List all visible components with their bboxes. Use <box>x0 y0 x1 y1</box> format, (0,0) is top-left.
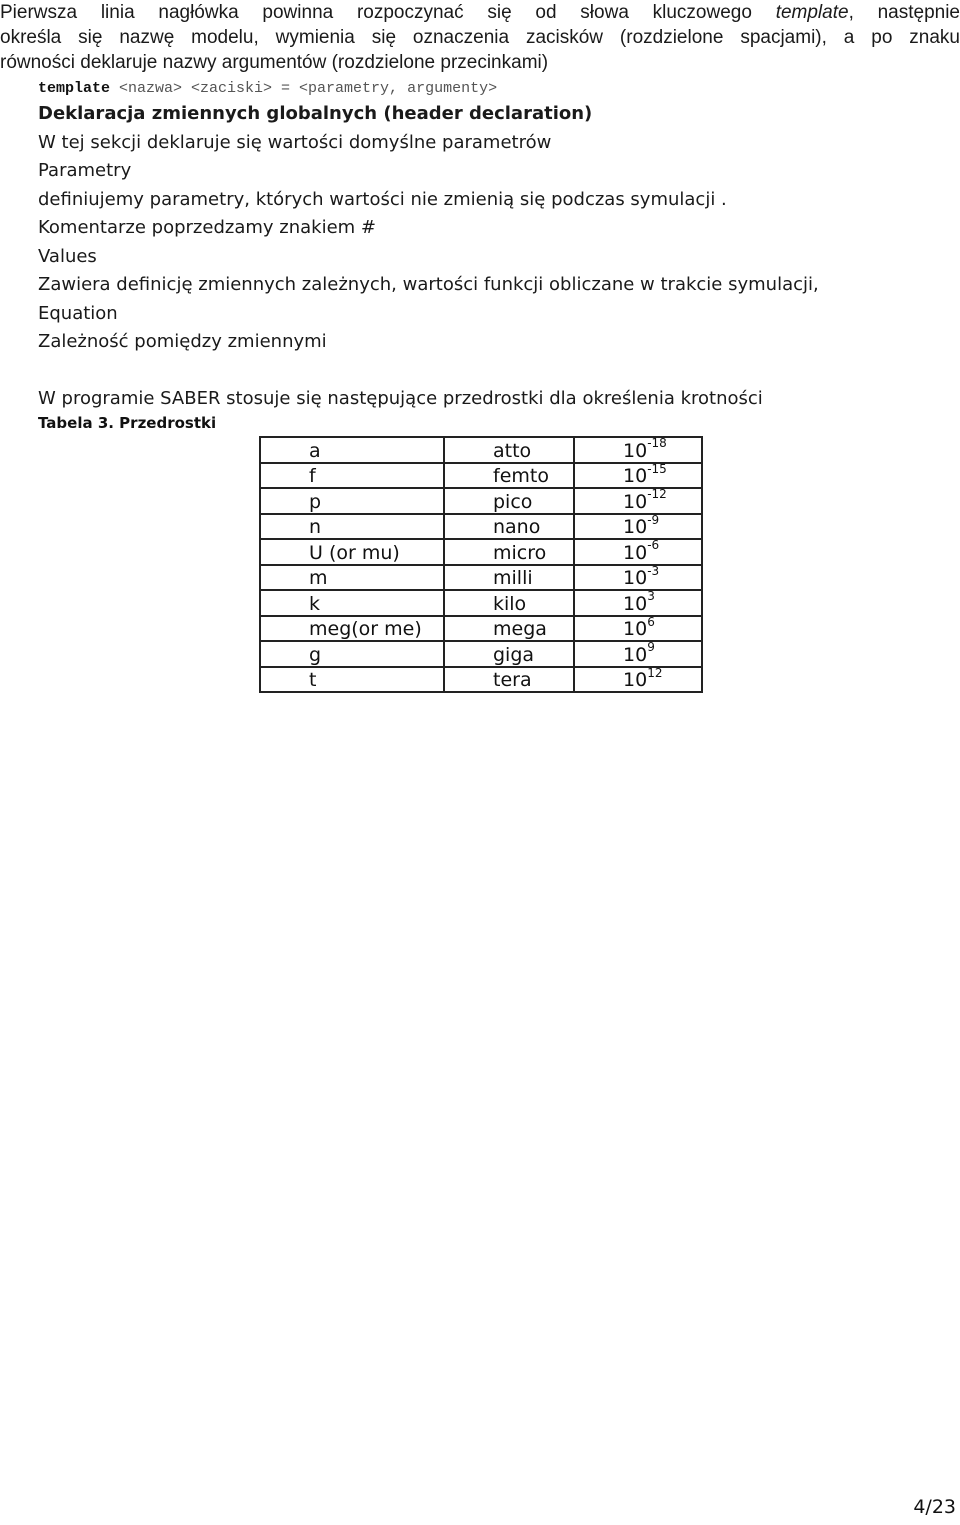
saber-prefix-intro: W programie SABER stosuje się następujące przedrostki dla określenia krotności <box>38 388 763 409</box>
power-exponent: 3 <box>647 589 655 604</box>
prefix-name: milli <box>444 565 574 591</box>
prefix-power <box>574 565 702 591</box>
prefix-symbol: f <box>260 463 444 489</box>
power-exponent: -6 <box>647 538 660 553</box>
template-keyword: template <box>775 2 849 23</box>
values-desc: Zawiera definicję zmiennych zależnych, wartości funkcji obliczane w trakcie symulacji, <box>38 274 819 295</box>
prefix-symbol: k <box>260 590 444 616</box>
intro-line-2: określa się nazwę modelu, wymienia się oznaczenia zacisków (rozdzielone spacjami), a po znaku <box>0 27 960 48</box>
power-base: 10 <box>623 516 648 538</box>
intro-line-1-end: , następnie <box>848 2 960 23</box>
comments-note: Komentarze poprzedzamy znakiem # <box>38 217 376 238</box>
table-row <box>260 565 702 591</box>
prefix-symbol: meg(or me) <box>260 616 444 642</box>
prefix-power <box>574 590 702 616</box>
prefix-name: tera <box>444 667 574 693</box>
power-base: 10 <box>623 618 648 640</box>
table-row <box>260 616 702 642</box>
header-declaration-desc: W tej sekcji deklaruje się wartości domyślne parametrów <box>38 132 552 153</box>
intro-line-3: równości deklaruje nazwy argumentów (rozdzielone przecinkami) <box>0 52 549 73</box>
prefix-symbol: t <box>260 667 444 693</box>
prefix-power <box>574 667 702 693</box>
code-rest: <nazwa> <zaciski> = <parametry, argumenty> <box>110 80 498 97</box>
equation-desc: Zależność pomiędzy zmiennymi <box>38 331 327 352</box>
power-base: 10 <box>623 592 648 615</box>
prefix-table-body <box>260 437 702 692</box>
prefix-symbol: g <box>260 641 444 667</box>
power-exponent: -3 <box>647 563 660 578</box>
table-row <box>260 488 702 514</box>
table-row <box>260 667 702 693</box>
prefix-power <box>574 514 702 540</box>
power-exponent: 12 <box>647 665 663 680</box>
prefix-name: atto <box>444 437 574 463</box>
prefix-power <box>574 616 702 642</box>
power-base: 10 <box>623 643 648 666</box>
header-declaration-heading: Deklaracja zmiennych globalnych (header declaration) <box>38 103 593 124</box>
power-base: 10 <box>623 439 648 462</box>
table-row <box>260 539 702 565</box>
prefix-power <box>574 539 702 565</box>
table-row <box>260 463 702 489</box>
prefix-name: mega <box>444 616 574 642</box>
power-exponent: -12 <box>647 487 667 502</box>
code-keyword: template <box>38 80 111 97</box>
intro-line-1 <box>0 0 960 25</box>
table-caption: Tabela 3. Przedrostki <box>38 414 217 432</box>
equation-heading: Equation <box>38 303 118 324</box>
intro-paragraph <box>0 0 960 75</box>
parameters-desc: definiujemy parametry, których wartości nie zmienią się podczas symulacji . <box>38 189 727 210</box>
page-number: 4/23 <box>913 1496 956 1518</box>
power-exponent: -9 <box>647 512 660 527</box>
power-base: 10 <box>623 490 648 513</box>
prefix-symbol: a <box>260 437 444 463</box>
power-exponent: 9 <box>647 640 655 655</box>
prefix-power <box>574 463 702 489</box>
prefix-symbol: p <box>260 488 444 514</box>
table-row <box>260 437 702 463</box>
prefix-power <box>574 488 702 514</box>
prefix-name: nano <box>444 514 574 540</box>
power-base: 10 <box>623 669 648 691</box>
table-row <box>260 514 702 540</box>
prefix-name: femto <box>444 463 574 489</box>
template-syntax-code <box>38 79 497 99</box>
prefix-name: micro <box>444 539 574 565</box>
prefix-name: giga <box>444 641 574 667</box>
prefix-power <box>574 641 702 667</box>
prefix-name: pico <box>444 488 574 514</box>
power-exponent: -18 <box>647 436 667 451</box>
table-row <box>260 641 702 667</box>
parameters-heading: Parametry <box>38 160 132 181</box>
prefix-power <box>574 437 702 463</box>
power-base: 10 <box>623 465 648 487</box>
prefix-name: kilo <box>444 590 574 616</box>
prefix-table <box>259 436 703 693</box>
power-base: 10 <box>623 541 648 564</box>
power-exponent: 6 <box>647 614 655 629</box>
values-heading: Values <box>38 246 97 267</box>
prefix-symbol: n <box>260 514 444 540</box>
table-row <box>260 590 702 616</box>
power-base: 10 <box>623 567 648 589</box>
power-exponent: -15 <box>647 461 667 476</box>
prefix-symbol: U (or mu) <box>260 539 444 565</box>
prefix-symbol: m <box>260 565 444 591</box>
intro-line-1-text: Pierwsza linia nagłówka powinna rozpoczynać się od słowa kluczowego <box>0 2 776 23</box>
